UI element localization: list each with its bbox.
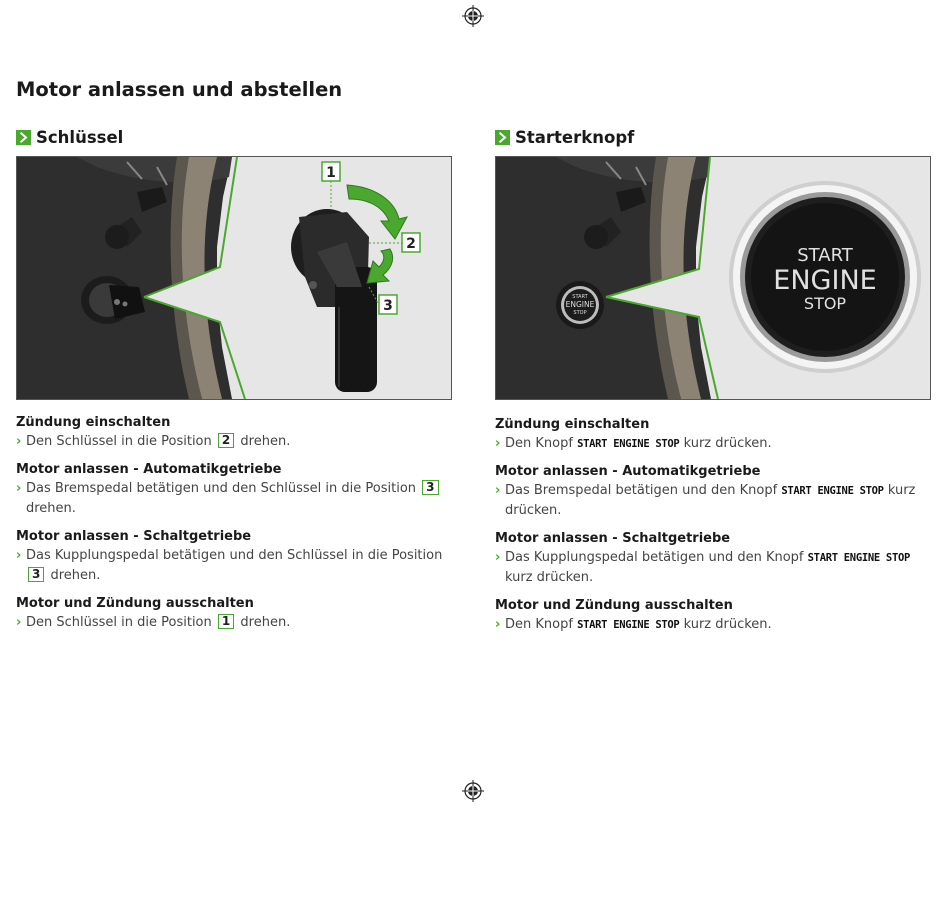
key-instructions (16, 414, 452, 633)
block-title: Zündung einschalten (495, 417, 650, 432)
chevron-right-icon: › (16, 481, 22, 496)
step-text: Den Schlüssel in die Position (26, 615, 212, 630)
callout-3: 3 (383, 298, 393, 314)
button-instructions (495, 416, 931, 635)
key-section (16, 126, 452, 642)
step-text: drehen. (240, 434, 291, 449)
step-text: kurz drücken. (505, 570, 594, 585)
key-block-start-manual (16, 528, 452, 586)
registration-mark-icon (462, 780, 484, 802)
position-badge: 3 (28, 567, 44, 582)
chevron-right-icon: › (495, 550, 501, 565)
step-text: Den Knopf (505, 436, 573, 451)
big-button-line1: START (797, 245, 853, 266)
position-badge: 1 (218, 614, 234, 629)
step-text: Das Bremspedal betätigen und den Knopf (505, 483, 778, 498)
chevron-right-icon (495, 130, 510, 145)
block-title: Motor anlassen - Schaltgetriebe (16, 529, 252, 544)
step (16, 613, 452, 633)
step (16, 546, 452, 586)
step-text: Das Kupplungspedal betätigen und den Schlüssel in die Position (26, 548, 443, 563)
chevron-right-icon: › (495, 483, 501, 498)
button-block-ignition-on (495, 416, 931, 454)
small-button-line2: ENGINE (565, 300, 595, 309)
block-title: Motor anlassen - Automatikgetriebe (495, 464, 761, 479)
button-block-engine-off (495, 597, 931, 635)
step (495, 481, 931, 521)
registration-mark-icon (462, 5, 484, 27)
callout-2: 2 (406, 236, 416, 252)
block-title: Zündung einschalten (16, 415, 171, 430)
small-button-line3: STOP (573, 310, 587, 316)
step-text: Das Kupplungspedal betätigen und den Knopf (505, 550, 804, 565)
button-name-label: START ENGINE STOP (781, 485, 884, 497)
key-ignition-figure (16, 156, 452, 400)
chevron-right-icon: › (16, 548, 22, 563)
page-title: Motor anlassen und abstellen (16, 78, 343, 101)
key-section-heading (16, 126, 452, 148)
step-text: kurz drücken. (505, 483, 916, 518)
button-section-heading-label: Starterknopf (515, 127, 635, 147)
chevron-right-icon (16, 130, 31, 145)
big-button-line3: STOP (803, 294, 847, 313)
key-block-engine-off (16, 595, 452, 633)
step-text: drehen. (26, 501, 76, 516)
step (495, 548, 931, 588)
chevron-right-icon: › (16, 434, 22, 449)
step (495, 434, 931, 454)
button-block-start-manual (495, 530, 931, 588)
position-badge: 2 (218, 433, 234, 448)
button-block-start-automatic (495, 463, 931, 521)
button-name-label: START ENGINE STOP (807, 552, 911, 564)
step (16, 432, 452, 452)
button-name-label: START ENGINE STOP (577, 619, 680, 631)
step-text: drehen. (240, 615, 291, 630)
callout-1: 1 (326, 165, 336, 181)
step (495, 615, 931, 635)
start-button-figure (495, 156, 931, 400)
block-title: Motor anlassen - Schaltgetriebe (495, 531, 731, 546)
position-badge: 3 (422, 480, 438, 495)
step-text: drehen. (50, 568, 101, 583)
chevron-right-icon: › (16, 615, 22, 630)
small-button-line1: START (572, 294, 588, 300)
step-text: Den Schlüssel in die Position (26, 434, 212, 449)
key-section-heading-label: Schlüssel (36, 127, 124, 147)
block-title: Motor anlassen - Automatikgetriebe (16, 462, 282, 477)
step-text: Den Knopf (505, 617, 573, 632)
button-section (495, 126, 931, 644)
block-title: Motor und Zündung ausschalten (16, 596, 254, 611)
chevron-right-icon: › (495, 617, 501, 632)
step-text: kurz drücken. (683, 617, 772, 632)
step-text: kurz drücken. (683, 436, 772, 451)
big-button-line2: ENGINE (773, 265, 877, 296)
button-name-label: START ENGINE STOP (577, 438, 680, 450)
block-title: Motor und Zündung ausschalten (495, 598, 733, 613)
chevron-right-icon: › (495, 436, 501, 451)
step (16, 479, 452, 519)
button-section-heading (495, 126, 931, 148)
key-block-start-automatic (16, 461, 452, 519)
step-text: Das Bremspedal betätigen und den Schlüssel in die Position (26, 481, 417, 496)
key-block-ignition-on (16, 414, 452, 452)
